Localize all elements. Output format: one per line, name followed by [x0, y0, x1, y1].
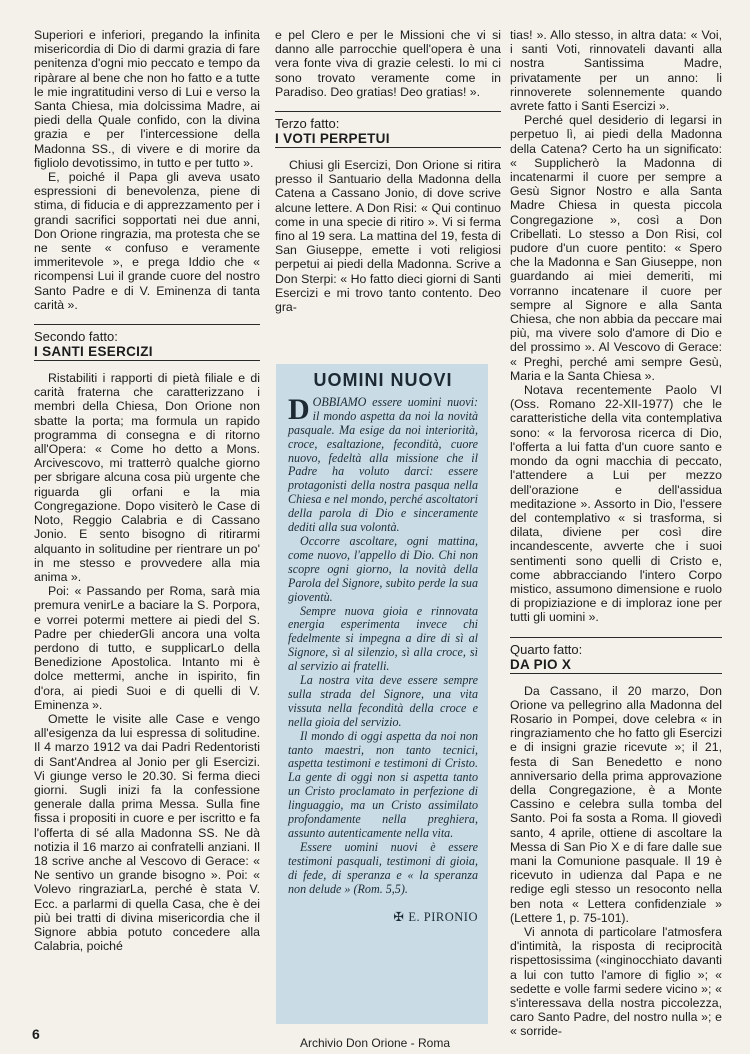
- section-kicker: Terzo fatto:: [275, 116, 340, 132]
- section-rule-bottom: [34, 360, 260, 361]
- column-middle: [275, 28, 501, 314]
- section-title: I SANTI ESERCIZI: [34, 344, 153, 360]
- paragraph: Poi: « Passando per Roma, sarà mia premura venirLe a baciare la S. Porpora, e vorrei potermi mettere ai piedi del S. Padre per chiederGli ancora una volta perdono di tutto, e supplicarLo della Benedizione Apostolica. Intanto mi è dolce mettermi, anche in ispirito, fin d'ora, ai piedi Suoi e di quelli di V. Eminenza ».: [34, 584, 260, 712]
- box-paragraph: Occorre ascoltare, ogni mattina, come nuovo, l'appello di Dio. Chi non scopre ogni giorno, la novità della Parola del Signore, subito perde la sua gioventù.: [288, 533, 478, 604]
- paragraph: Chiusi gli Esercizi, Don Orione si ritira presso il Santuario della Madonna della Catena a Cassano Jonio, di dove scrive alcune lettere. A Don Risi: « Qui continuo come in una specie di ritiro ». Vi si ferma fino al 19 sera. La mattina del 19, festa di San Giuseppe, emette i voti religiosi perpetui ai piedi della Madonna. Scrive a Don Sterpi: « Ho fatto dieci giorni di Santi Esercizi e mi trovo tanto contento. Deo gra-: [275, 158, 501, 315]
- box-paragraph-text: OBBIAMO essere uomini nuovi: il mondo aspetta da noi la novità pasquale. Ma esige da noi interiorità, croce, esaltazione, fecondità, cuore nuovo, fedeltà alla missione che il Padre ha voluto darci: essere protagonisti della nostra pasqua nella Chiesa e nel mondo, perché ascoltatori della parola di Dio e sinceramente dediti alla sua volontà.: [288, 394, 478, 535]
- paragraph: tias! ». Allo stesso, in altra data: « Voi, i santi Voti, rinnovateli davanti alla nostra Santissima Madre, privatamente per un anno: li rinnoverete solennemente quando avrete fatto i Santi Esercizi ».: [510, 28, 722, 114]
- cross-icon: ✠: [393, 909, 405, 924]
- box-signature: [288, 911, 478, 925]
- drop-cap: D: [288, 392, 310, 426]
- section-kicker: Quarto fatto:: [510, 641, 583, 657]
- column-right: [510, 28, 722, 1039]
- box-paragraph: La nostra vita deve essere sempre sulla strada del Signore, una vita vissuta nella fecondità della croce e nella gioia del servizio.: [288, 673, 478, 729]
- signature-name: E. PIRONIO: [408, 909, 478, 924]
- section-kicker: Secondo fatto:: [34, 329, 118, 345]
- paragraph: Notava recentemente Paolo VI (Oss. Romano 22-XII-1977) che le caratteristiche della vita contemplativa sono: « la fervorosa ricerca di Dio, l'offerta a lui fatta d'un cuore santo e mondo da ogni macchia di peccato, l'attendere a Lui per mezzo dell'orazione e dell'assidua meditazione ». Assorto in Dio, l'essere del contemplativo « si trasforma, si dilata, diviene per così dire incandescente, avverte che i suoi sentimenti sono quelli di Cristo e, come abbracciando l'intero Corpo mistico, assumono dimensione e ruolo di propiziazione e di imploraz ione per tutti gli uomini ».: [510, 383, 722, 625]
- paragraph: Perché quel desiderio di legarsi in perpetuo lì, ai piedi della Madonna della Catena? Certo ha un significato: « Supplicherò la Madonna di incatenarmi il cuore per sempre a Gesù Signor Nostro e alla Santa Madre Chiesa in questa piccola Congregazione », così a Don Cribellati. Lo stesso a Don Risi, col pudore d'un cuore pentito: « Spero che la Madonna e San Giuseppe, non guardando ai miei demeriti, mi vorranno incatenare il cuore per sempre al Signore e alla Santa Chiesa, che non abbia da peccare mai più, ma vivere solo d'amore di Dio e del prossimo ». Al Vescovo di Gerace: « Preghi, perché ami sempre Gesù, Maria e la Santa Chiesa ».: [510, 113, 722, 383]
- section-rule-top: [275, 111, 501, 112]
- section-title: I VOTI PERPETUI: [275, 131, 390, 147]
- paragraph: Omette le visite alle Case e vengo all'esigenza da lui espressa di solitudine. Il 4 marzo 1912 va dai Padri Redentoristi di Sant'Andrea al Jonio per gli Esercizi. Vi giunge verso le 20.30. Si ferma dieci giorni. Sugli inizi fa la confessione generale dalla prima Messa. Sulla fine fissa i propositi in cuore e per iscritto e fa l'offerta di sé alla Madonna SS. Ne dà notizia il 16 marzo ai confratelli anziani. Il 18 scrive anche al Vescovo di Gerace: « Ne sentivo un grande bisogno ». Poi: « Volevo ringraziarLa, perché è stata V. Ecc. a parlarmi di quella Casa, che è dei più bei tratti di divina misericordia che il Signore abbia potuto concedere alla Calabria, poiché: [34, 711, 260, 954]
- section-title: DA PIO X: [510, 656, 572, 672]
- box-paragraph: Sempre nuova gioia e rinnovata energia esperimenta invece chi fedelmente si impegna a dire di sì al Signore, sì al silenzio, sì alla croce, sì al servizio ai fratelli.: [288, 603, 478, 674]
- section-rule-bottom: [510, 673, 722, 674]
- section-rule-top: [34, 324, 260, 325]
- paragraph: e pel Clero e per le Missioni che vi si danno alle parrocchie quell'opera è una vera fonte viva di grazie celesti. Io mi ci sono trovato veramente come in Paradiso. Deo gratias! Deo gratias! ».: [275, 28, 501, 99]
- box-paragraph: Il mondo di oggi aspetta da noi non tanto maestri, non tanto tecnici, aspetta testimoni e testimoni di Cristo. La gente di oggi non si aspetta tanto un Cristo proclamato in perfezione di linguaggio, ma un Cristo assimilato profondamente nella preghiera, assunto autenticamente nella vita.: [288, 728, 478, 840]
- section-rule-bottom: [275, 147, 501, 148]
- box-paragraph: Essere uomini nuovi è essere testimoni pasquali, testimoni di gioia, di fede, di speranza e « la speranza non delude » (Rom. 5,5).: [288, 839, 478, 896]
- section-rule-top: [510, 637, 722, 638]
- column-left: [34, 28, 260, 953]
- paragraph: Ristabiliti i rapporti di pietà filiale e di carità fraterna che caratterizzano i membri della Chiesa, Don Orione non sbatte la porta; ma formula un rapido programma di consegna e di ritorno all'Opera: « Come ho detto a Mons. Arcivescovo, mi tratterrò qualche giorno per sbrigare alcuna cosa più urgente che riguarda gli orfani e la mia Congregazione. Dopo visiterò le Case di Noto, Reggio Calabria e di Cassano Jonio. E sento bisogno di ritirarmi alquanto in solitudine per rientrare un po' in me stesso e provvedere alla mia anima ».: [34, 371, 260, 584]
- paragraph: Vi annota di particolare l'atmosfera d'intimità, la risposta di reciprocità rispettosissima («inginocchiato davanti a lui con tutto l'amore di figlio »; « sedette e volle farmi sedere vicino »; « s'interessava della nostra piccolezza, caro Santo Padre, del nostro nulla »; e « sorride-: [510, 924, 722, 1039]
- page-number: 6: [32, 1026, 40, 1042]
- uomini-nuovi-box: [276, 364, 488, 1024]
- archive-footer: Archivio Don Orione - Roma: [299, 1036, 451, 1050]
- paragraph: Superiori e inferiori, pregando la infinita misericordia di Dio di darmi grazia di fare penitenza d'ogni mio peccato e tempo da ripàrare al bene che non ho fatto e a tutte le mie ingratitudini verso di Lui e verso la Santa Chiesa, mia dolcissima Madre, ai piedi della Quale confido, con la divina grazia e per l'intercessione della Madonna SS., di vivere e di morire da figliolo devotissimo, in tutto e per tutto ».: [34, 28, 260, 170]
- box-title: UOMINI NUOVI: [313, 370, 453, 390]
- paragraph: E, poiché il Papa gli aveva usato espressioni di benevolenza, piene di stima, di fiducia e di apprezzamento per i grandi sacrifici sopportati nei due anni, Don Orione ringrazia, ma protesta che se ne sente « confuso e veramente immeritevole », e prega Iddio che « ricompensi Lui il grande cuore del nostro Santo Padre e di V. Eminenza di tanta carità ».: [34, 170, 260, 312]
- box-paragraph: [288, 392, 478, 535]
- paragraph: Da Cassano, il 20 marzo, Don Orione va pellegrino alla Madonna del Rosario in Pompei, dove celebra « in ringraziamento che ho fatto gli Esercizi e di insigni grazie ricevute »; il 21, festa di San Benedetto e nono anniversario della prima approvazione della Congregazione, è a Monte Cassino e celebra sulla tomba del Santo. Poi fa sosta a Roma. Il giovedì santo, 4 aprile, ottiene di ascoltare la Messa di San Pio X e di fare dalle sue mani la Comunione pasquale. Il 19 è ricevuto in udienza dal Papa e ne redige egli stesso un resoconto nella ben nota « Lettera confidenziale » (Lettere 1, p. 75-101).: [510, 683, 722, 925]
